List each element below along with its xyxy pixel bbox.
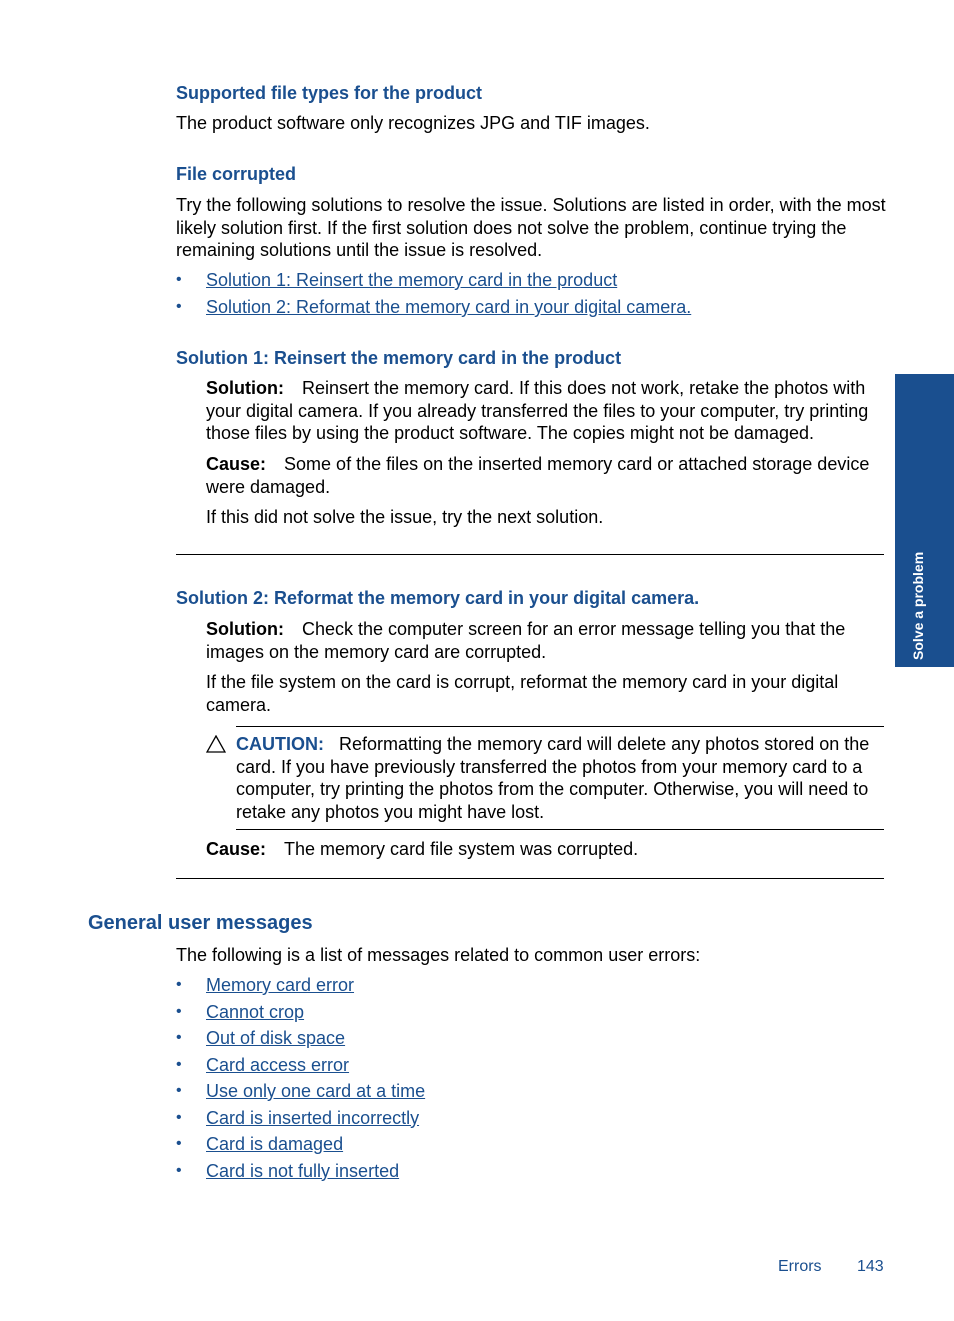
- paragraph-line: images on the memory card are corrupted.: [206, 641, 547, 662]
- paragraph-line: Check the computer screen for an error message telling you that the: [301, 619, 846, 639]
- heading-solution-1: Solution 1: Reinsert the memory card in the product: [176, 348, 622, 368]
- link-card-access-error[interactable]: Card access error: [206, 1054, 350, 1075]
- heading-file-corrupted: File corrupted: [176, 164, 297, 184]
- solution-1-next: If this did not solve the issue, try the next solution.: [206, 507, 604, 527]
- caution-bottom-rule: [236, 829, 884, 830]
- divider: [176, 878, 884, 879]
- bullet: •: [176, 1082, 182, 1099]
- link-solution-2[interactable]: Solution 2: Reformat the memory card in your digital camera.: [206, 297, 692, 317]
- list-item: [176, 974, 576, 1001]
- cause-label: Cause:: [206, 839, 267, 859]
- general-link-list: [176, 974, 576, 1186]
- list-item: [176, 1160, 576, 1187]
- file-corrupted-paragraph: [176, 194, 891, 262]
- list-item: [176, 1001, 576, 1028]
- solution-label: Solution:: [206, 619, 284, 639]
- paragraph-line: retake any photos you might have lost.: [236, 801, 545, 822]
- solution-2-paragraph: [206, 671, 891, 716]
- paragraph-line: likely solution first. If the first solution does not solve the problem, continue trying the: [176, 217, 847, 238]
- bullet: •: [176, 298, 182, 315]
- supported-body: The product software only recognizes JPG and TIF images.: [176, 113, 650, 133]
- solution-1-cause: [206, 453, 891, 498]
- paragraph-line: computer, try printing the photos from the computer. Otherwise, you will need to: [236, 779, 869, 799]
- caution-top-rule: [236, 726, 884, 727]
- bullet: •: [176, 1055, 182, 1073]
- caution-triangle-icon: [206, 735, 226, 753]
- link-card-not-fully-inserted[interactable]: Card is not fully inserted: [206, 1160, 400, 1181]
- link-out-of-disk-space[interactable]: Out of disk space: [206, 1028, 346, 1048]
- caution-label: CAUTION:: [236, 734, 324, 754]
- link-card-is-damaged[interactable]: Card is damaged: [206, 1134, 344, 1154]
- solution-2-cause: [206, 838, 638, 861]
- solution-label: Solution:: [206, 378, 284, 398]
- paragraph-line: were damaged.: [206, 476, 331, 497]
- paragraph-line: Reformatting the memory card will delete any photos stored on the: [339, 734, 870, 754]
- link-cannot-crop[interactable]: Cannot crop: [206, 1001, 305, 1022]
- heading-general-user-messages: General user messages: [88, 912, 313, 934]
- bullet: •: [176, 1108, 182, 1126]
- paragraph-line: Reinsert the memory card. If this does not work, retake the photos with: [301, 378, 866, 398]
- side-tab-label: Solve a problem: [910, 551, 926, 660]
- list-item: [176, 1054, 576, 1081]
- bullet: •: [176, 1002, 182, 1020]
- paragraph-line: Try the following solutions to resolve the issue. Solutions are listed in order, with the most: [176, 195, 886, 215]
- paragraph-line: your digital camera. If you already transferred the files to your computer, try printing: [206, 400, 869, 421]
- list-item: [176, 1107, 576, 1134]
- paragraph-line: remaining solutions until the issue is resolved.: [176, 240, 543, 260]
- page-number: 143: [857, 1258, 884, 1275]
- link-solution-1[interactable]: Solution 1: Reinsert the memory card in the product: [206, 270, 618, 290]
- list-item: [176, 1133, 576, 1160]
- link-memory-card-error[interactable]: Memory card error: [206, 975, 355, 995]
- bullet: •: [176, 1029, 182, 1046]
- bullet: •: [176, 271, 182, 288]
- cause-label: Cause:: [206, 454, 267, 474]
- heading-supported-file-types: Supported file types for the product: [176, 83, 483, 103]
- paragraph-line: card. If you have previously transferred the photos from your memory card to a: [236, 756, 863, 777]
- link-card-inserted-incorrectly[interactable]: Card is inserted incorrectly: [206, 1107, 420, 1128]
- cause-text: The memory card file system was corrupted.: [284, 839, 639, 859]
- bullet: •: [176, 976, 182, 993]
- general-intro: The following is a list of messages related to common user errors:: [176, 945, 701, 965]
- solution-1-text: [206, 377, 891, 445]
- bullet: •: [176, 1135, 182, 1152]
- list-item: [176, 1080, 576, 1107]
- heading-solution-2: Solution 2: Reformat the memory card in your digital camera.: [176, 588, 700, 608]
- list-item: [176, 1027, 576, 1054]
- bullet: •: [176, 1161, 182, 1179]
- caution-note: [236, 733, 891, 823]
- paragraph-line: Some of the files on the inserted memory card or attached storage device: [284, 454, 870, 474]
- solution-2-text: [206, 618, 891, 663]
- divider: [176, 554, 884, 555]
- paragraph-line: those files by using the product software. The copies might not be damaged.: [206, 423, 815, 443]
- paragraph-line: If the file system on the card is corrupt, reformat the memory card in your digital: [206, 672, 839, 692]
- link-use-only-one-card[interactable]: Use only one card at a time: [206, 1081, 426, 1101]
- footer-section: Errors: [778, 1258, 822, 1275]
- paragraph-line: camera.: [206, 694, 272, 715]
